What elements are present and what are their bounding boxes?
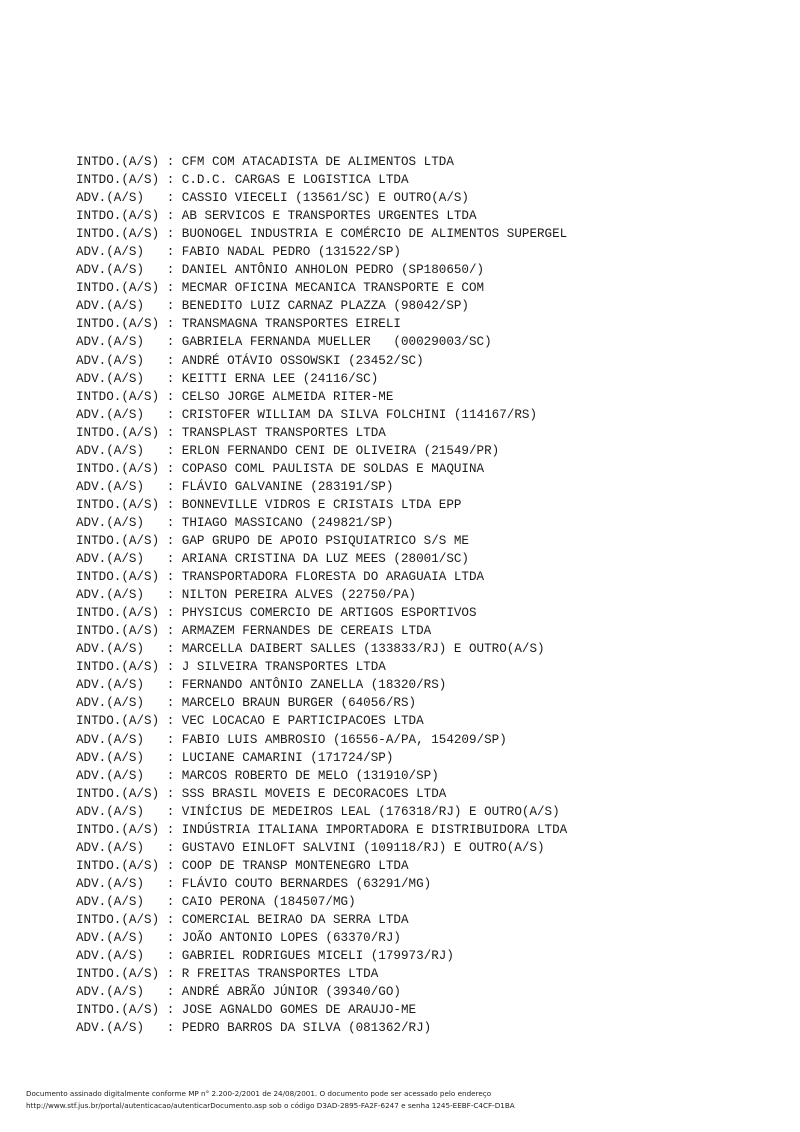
party-name: : VINÍCIUS DE MEDEIROS LEAL (176318/RJ) E OUTRO(A/S)	[166, 804, 560, 819]
party-name: : INDÚSTRIA ITALIANA IMPORTADORA E DISTRIBUIDORA LTDA	[166, 822, 568, 837]
party-row	[76, 947, 766, 965]
party-name: : ERLON FERNANDO CENI DE OLIVEIRA (21549/PR)	[166, 443, 500, 458]
party-row	[76, 279, 766, 297]
party-role: ADV.(A/S)	[76, 552, 145, 567]
party-name: : MARCOS ROBERTO DE MELO (131910/SP)	[166, 768, 439, 783]
party-row	[76, 839, 766, 857]
party-role: ADV.(A/S)	[76, 804, 145, 819]
party-name: : ANDRÉ OTÁVIO OSSOWSKI (23452/SC)	[166, 353, 424, 368]
party-row	[76, 424, 766, 442]
party-row	[76, 983, 766, 1001]
party-name: : ARIANA CRISTINA DA LUZ MEES (28001/SC)	[166, 552, 469, 567]
party-row	[76, 604, 766, 622]
party-name: : R FREITAS TRANSPORTES LTDA	[166, 967, 379, 982]
party-name: : TRANSMAGNA TRANSPORTES EIRELI	[166, 317, 401, 332]
party-name: : MARCELO BRAUN BURGER (64056/RS)	[166, 696, 417, 711]
party-name: : MECMAR OFICINA MECANICA TRANSPORTE E COM	[166, 281, 485, 296]
party-row	[76, 803, 766, 821]
party-role: ADV.(A/S)	[76, 876, 145, 891]
party-name: : TRANSPORTADORA FLORESTA DO ARAGUAIA LTDA	[166, 570, 485, 585]
footer-authentication-url: http://www.stf.jus.br/portal/autenticacao/autenticarDocumento.asp sob o código D3AD-2895-FA2F-6247 e senha 1245-EEBF-C4CF-D1BA	[26, 1101, 515, 1110]
party-role: ADV.(A/S)	[76, 750, 145, 765]
party-role: ADV.(A/S)	[76, 931, 145, 946]
party-role: INTDO.(A/S)	[76, 624, 160, 639]
party-row	[76, 243, 766, 261]
party-role: ADV.(A/S)	[76, 1021, 145, 1036]
party-role: INTDO.(A/S)	[76, 714, 160, 729]
party-name: : TRANSPLAST TRANSPORTES LTDA	[166, 425, 386, 440]
party-name: : ANDRÉ ABRÃO JÚNIOR (39340/GO)	[166, 985, 401, 1000]
party-role: INTDO.(A/S)	[76, 822, 160, 837]
party-row	[76, 640, 766, 658]
party-name: : FLÁVIO GALVANINE (283191/SP)	[166, 479, 394, 494]
party-name: : PEDRO BARROS DA SILVA (081362/RJ)	[166, 1021, 432, 1036]
party-role: ADV.(A/S)	[76, 335, 145, 350]
party-name: : CFM COM ATACADISTA DE ALIMENTOS LTDA	[166, 155, 454, 169]
party-role: INTDO.(A/S)	[76, 461, 160, 476]
party-role: ADV.(A/S)	[76, 696, 145, 711]
party-name: : FLÁVIO COUTO BERNARDES (63291/MG)	[166, 876, 432, 891]
party-name: : GABRIELA FERNANDA MUELLER (00029003/SC)	[166, 335, 492, 350]
party-row	[76, 388, 766, 406]
party-name: : C.D.C. CARGAS E LOGISTICA LTDA	[166, 173, 409, 188]
party-name: : CAIO PERONA (184507/MG)	[166, 894, 356, 909]
party-row	[76, 153, 766, 171]
party-role: INTDO.(A/S)	[76, 317, 160, 332]
party-role: INTDO.(A/S)	[76, 209, 160, 224]
party-role: ADV.(A/S)	[76, 840, 145, 855]
party-role: INTDO.(A/S)	[76, 786, 160, 801]
party-name: : MARCELLA DAIBERT SALLES (133833/RJ) E OUTRO(A/S)	[166, 642, 545, 657]
party-list	[76, 153, 766, 1037]
party-row	[76, 532, 766, 550]
party-name: : COOP DE TRANSP MONTENEGRO LTDA	[166, 858, 409, 873]
party-row	[76, 225, 766, 243]
party-name: : J SILVEIRA TRANSPORTES LTDA	[166, 660, 386, 675]
party-role: ADV.(A/S)	[76, 768, 145, 783]
party-row	[76, 550, 766, 568]
party-name: : CRISTOFER WILLIAM DA SILVA FOLCHINI (114167/RS)	[166, 407, 538, 422]
party-row	[76, 1001, 766, 1019]
party-role: ADV.(A/S)	[76, 371, 145, 386]
party-role: ADV.(A/S)	[76, 732, 145, 747]
party-row	[76, 676, 766, 694]
party-name: : PHYSICUS COMERCIO DE ARTIGOS ESPORTIVOS	[166, 606, 477, 621]
party-role: ADV.(A/S)	[76, 191, 145, 206]
party-name: : ARMAZEM FERNANDES DE CEREAIS LTDA	[166, 624, 432, 639]
footer-signature-notice: Documento assinado digitalmente conforme MP n° 2.200-2/2001 de 24/08/2001. O documento pode ser acessado pelo endereço	[26, 1089, 492, 1098]
party-name: : FABIO NADAL PEDRO (131522/SP)	[166, 245, 401, 260]
party-role: ADV.(A/S)	[76, 443, 145, 458]
party-row	[76, 496, 766, 514]
party-row	[76, 171, 766, 189]
party-name: : THIAGO MASSICANO (249821/SP)	[166, 515, 394, 530]
party-role: INTDO.(A/S)	[76, 533, 160, 548]
party-name: : FABIO LUIS AMBROSIO (16556-A/PA, 154209/SP)	[166, 732, 507, 747]
party-role: INTDO.(A/S)	[76, 425, 160, 440]
party-row	[76, 875, 766, 893]
party-name: : AB SERVICOS E TRANSPORTES URGENTES LTDA	[166, 209, 477, 224]
party-role: ADV.(A/S)	[76, 245, 145, 260]
party-row	[76, 857, 766, 875]
party-row	[76, 893, 766, 911]
party-name: : FERNANDO ANTÔNIO ZANELLA (18320/RS)	[166, 678, 447, 693]
party-row	[76, 731, 766, 749]
party-role: ADV.(A/S)	[76, 299, 145, 314]
party-row	[76, 712, 766, 730]
party-name: : COPASO COML PAULISTA DE SOLDAS E MAQUINA	[166, 461, 485, 476]
party-row	[76, 207, 766, 225]
party-row	[76, 622, 766, 640]
party-row	[76, 370, 766, 388]
party-role: ADV.(A/S)	[76, 515, 145, 530]
party-row	[76, 586, 766, 604]
digital-signature-footer	[26, 1088, 786, 1112]
party-role: INTDO.(A/S)	[76, 173, 160, 188]
party-row	[76, 785, 766, 803]
party-name: : LUCIANE CAMARINI (171724/SP)	[166, 750, 394, 765]
party-name: : GABRIEL RODRIGUES MICELI (179973/RJ)	[166, 949, 454, 964]
party-name: : CASSIO VIECELI (13561/SC) E OUTRO(A/S)	[166, 191, 469, 206]
party-role: ADV.(A/S)	[76, 479, 145, 494]
party-row	[76, 442, 766, 460]
party-name: : VEC LOCACAO E PARTICIPACOES LTDA	[166, 714, 424, 729]
party-row	[76, 911, 766, 929]
party-row	[76, 821, 766, 839]
party-row	[76, 315, 766, 333]
party-role: INTDO.(A/S)	[76, 660, 160, 675]
party-row	[76, 261, 766, 279]
party-name: : JOÃO ANTONIO LOPES (63370/RJ)	[166, 931, 401, 946]
party-row	[76, 694, 766, 712]
party-name: : GAP GRUPO DE APOIO PSIQUIATRICO S/S ME	[166, 533, 469, 548]
party-role: INTDO.(A/S)	[76, 606, 160, 621]
party-row	[76, 460, 766, 478]
party-name: : BUONOGEL INDUSTRIA E COMÉRCIO DE ALIMENTOS SUPERGEL	[166, 227, 568, 242]
party-role: INTDO.(A/S)	[76, 227, 160, 242]
party-role: ADV.(A/S)	[76, 894, 145, 909]
party-row	[76, 478, 766, 496]
party-row	[76, 929, 766, 947]
party-role: INTDO.(A/S)	[76, 281, 160, 296]
party-row	[76, 333, 766, 351]
party-name: : KEITTI ERNA LEE (24116/SC)	[166, 371, 379, 386]
party-name: : BENEDITO LUIZ CARNAZ PLAZZA (98042/SP)	[166, 299, 469, 314]
party-row	[76, 965, 766, 983]
party-role: ADV.(A/S)	[76, 588, 145, 603]
party-name: : SSS BRASIL MOVEIS E DECORACOES LTDA	[166, 786, 447, 801]
party-role: ADV.(A/S)	[76, 263, 145, 278]
party-name: : COMERCIAL BEIRAO DA SERRA LTDA	[166, 912, 409, 927]
party-role: ADV.(A/S)	[76, 985, 145, 1000]
party-row	[76, 406, 766, 424]
party-role: INTDO.(A/S)	[76, 570, 160, 585]
party-role: INTDO.(A/S)	[76, 1003, 160, 1018]
party-role: INTDO.(A/S)	[76, 497, 160, 512]
party-name: : CELSO JORGE ALMEIDA RITER-ME	[166, 389, 394, 404]
party-row	[76, 514, 766, 532]
party-row	[76, 658, 766, 676]
party-role: INTDO.(A/S)	[76, 155, 160, 169]
party-name: : NILTON PEREIRA ALVES (22750/PA)	[166, 588, 417, 603]
party-row	[76, 189, 766, 207]
party-row	[76, 352, 766, 370]
party-role: ADV.(A/S)	[76, 642, 145, 657]
party-name: : DANIEL ANTÔNIO ANHOLON PEDRO (SP180650/)	[166, 263, 485, 278]
party-role: ADV.(A/S)	[76, 407, 145, 422]
party-row	[76, 1019, 766, 1037]
party-row	[76, 568, 766, 586]
party-role: ADV.(A/S)	[76, 949, 145, 964]
party-name: : JOSE AGNALDO GOMES DE ARAUJO-ME	[166, 1003, 417, 1018]
party-role: INTDO.(A/S)	[76, 389, 160, 404]
party-row	[76, 767, 766, 785]
party-row	[76, 297, 766, 315]
party-role: ADV.(A/S)	[76, 353, 145, 368]
party-role: INTDO.(A/S)	[76, 912, 160, 927]
party-role: INTDO.(A/S)	[76, 967, 160, 982]
party-name: : GUSTAVO EINLOFT SALVINI (109118/RJ) E OUTRO(A/S)	[166, 840, 545, 855]
party-role: INTDO.(A/S)	[76, 858, 160, 873]
party-row	[76, 749, 766, 767]
party-role: ADV.(A/S)	[76, 678, 145, 693]
party-name: : BONNEVILLE VIDROS E CRISTAIS LTDA EPP	[166, 497, 462, 512]
